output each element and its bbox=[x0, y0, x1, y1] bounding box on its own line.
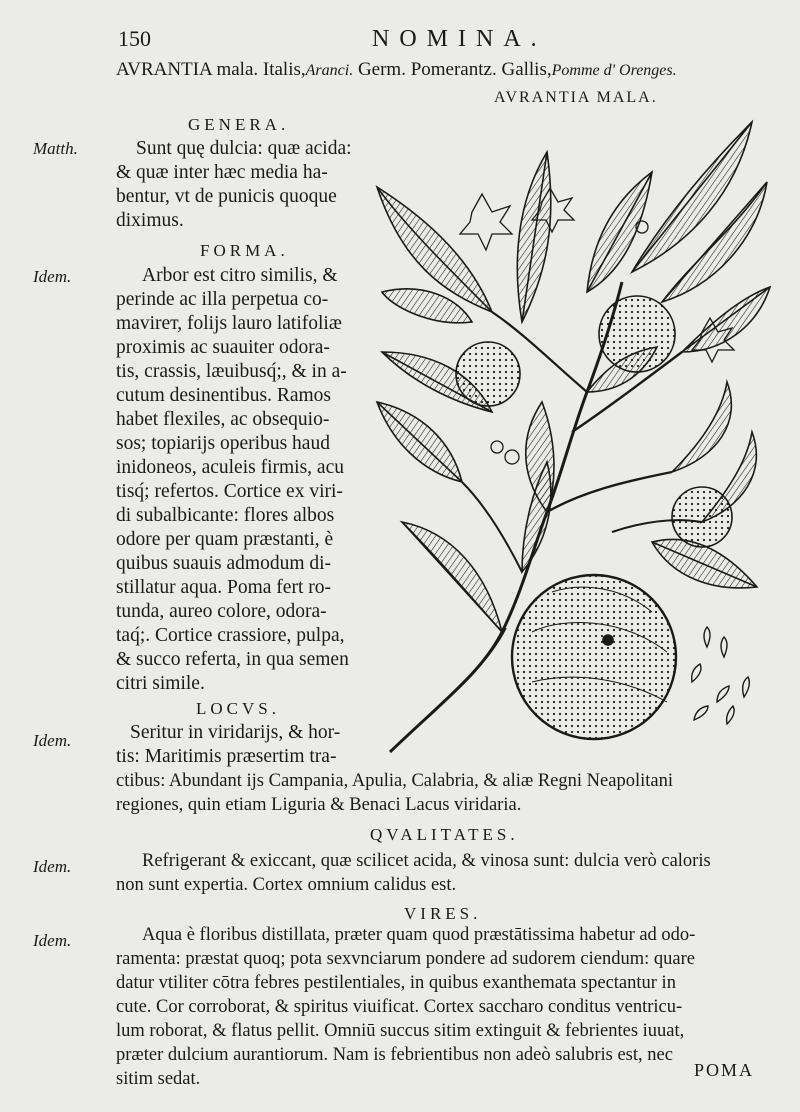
forma-line: & succo referta, in qua semen bbox=[116, 649, 349, 670]
margin-note-genera: Matth. bbox=[33, 139, 78, 158]
forma-line: sos; topiarijs operibus haud bbox=[116, 433, 330, 454]
forma-line: tisq́; refertos. Cortice ex viri- bbox=[116, 481, 343, 502]
vires-line: præter dulcium aurantiorum. Nam is febrientibus non adeò salubris est, nec bbox=[116, 1045, 673, 1065]
forma-line: habet flexiles, ac obsequio- bbox=[116, 409, 330, 430]
genera-line: diximus. bbox=[116, 210, 184, 231]
forma-line: tunda, aureo colore, odora- bbox=[116, 601, 327, 622]
section-heading-genera: GENERA. bbox=[188, 115, 290, 134]
italian-name: Aranci. bbox=[305, 62, 354, 79]
locus-line: Seritur in viridarijs, & hor- bbox=[130, 722, 341, 743]
orange-branch-woodcut-icon bbox=[372, 112, 772, 757]
vires-line: sitim sedat. bbox=[116, 1069, 201, 1089]
forma-line: tis, crassis, læuibusq́;, & in a- bbox=[116, 361, 347, 382]
section-heading-qualitates: QVALITATES. bbox=[370, 825, 519, 844]
forma-line: proximis ac suauiter odora- bbox=[116, 337, 330, 358]
vires-line: Aqua è floribus distillata, præter quam quod præstātissima habetur ad odo- bbox=[142, 925, 696, 945]
margin-note-forma: Idem. bbox=[33, 267, 72, 286]
locus-line: ctibus: Abundant ijs Campania, Apulia, Calabria, & aliæ Regni Neapolitani bbox=[116, 771, 673, 791]
vires-line: cute. Cor corroborat, & spiritus viuificat. Cortex sacchаro conditus ventricu- bbox=[116, 997, 683, 1017]
italian-label: Italis, bbox=[262, 59, 306, 80]
forma-line: cutum desinentibus. Ramos bbox=[116, 385, 332, 406]
forma-line: Arbor est citro similis, & bbox=[142, 265, 338, 286]
page-number: 150 bbox=[118, 26, 151, 51]
genera-line: Sunt quę dulcia: quæ acida: bbox=[136, 138, 352, 159]
forma-line: di subalbicante: flores albos bbox=[116, 505, 335, 526]
qualitates-line: non sunt expertia. Cortex omnium calidus est. bbox=[116, 875, 457, 895]
vires-line: datur vtiliter cōtra febres pestilentiales, in quibus exanthemata spectantur in bbox=[116, 973, 676, 993]
forma-line: quibus suauis admodum di- bbox=[116, 553, 332, 574]
genera-line: bentur, vt de punicis quoque bbox=[116, 186, 337, 207]
german-label: Germ. bbox=[357, 59, 406, 80]
forma-line: mavirет, folijs lauro latifoliæ bbox=[116, 313, 342, 334]
plate-caption: AVRANTIA MALA. bbox=[494, 89, 658, 106]
margin-note-qualitates: Idem. bbox=[33, 857, 72, 876]
vires-line: lum roborat, & flatus pellit. Omniū succus sitim extinguit & febrientes iuuat, bbox=[116, 1021, 685, 1041]
latin-name: AVRANTIA mala. bbox=[116, 59, 259, 80]
section-heading-locus: LOCVS. bbox=[196, 699, 280, 718]
margin-note-locus: Idem. bbox=[33, 731, 72, 750]
names-line bbox=[116, 60, 677, 79]
section-heading-vires: VIRES. bbox=[404, 904, 482, 923]
vires-line: ramenta: præstat quoq; pota sexvnciarum pondere ad sudorem ciendum: quare bbox=[116, 949, 695, 969]
qualitates-line: Refrigerant & exiccant, quæ scilicet acida, & vinosa sunt: dulcia verò caloris bbox=[142, 851, 711, 871]
catchword: POMA bbox=[694, 1060, 755, 1080]
margin-note-vires: Idem. bbox=[33, 931, 72, 950]
french-label: Gallis, bbox=[501, 59, 552, 80]
forma-line: odore per quam præstanti, è bbox=[116, 529, 334, 550]
section-heading-forma: FORMA. bbox=[200, 241, 289, 260]
french-name: Pomme d' Orenges. bbox=[551, 62, 677, 79]
forma-line: inidoneos, aculeis firmis, acu bbox=[116, 457, 344, 478]
forma-line: stillatur aqua. Poma fert ro- bbox=[116, 577, 331, 598]
german-name: Pomerantz. bbox=[410, 59, 497, 80]
forma-line: perinde ac illa perpetua co- bbox=[116, 289, 329, 310]
forma-line: taq́;. Cortice crassiore, pulpa, bbox=[116, 625, 345, 646]
locus-line: regiones, quin etiam Liguria & Benaci Lacus viridaria. bbox=[116, 795, 522, 815]
running-title: NOMINA. bbox=[372, 26, 547, 52]
genera-line: & quæ inter hæc media ha- bbox=[116, 162, 328, 183]
forma-line: citri simile. bbox=[116, 673, 205, 694]
locus-line: tis: Maritimis præsertim tra- bbox=[116, 746, 337, 767]
